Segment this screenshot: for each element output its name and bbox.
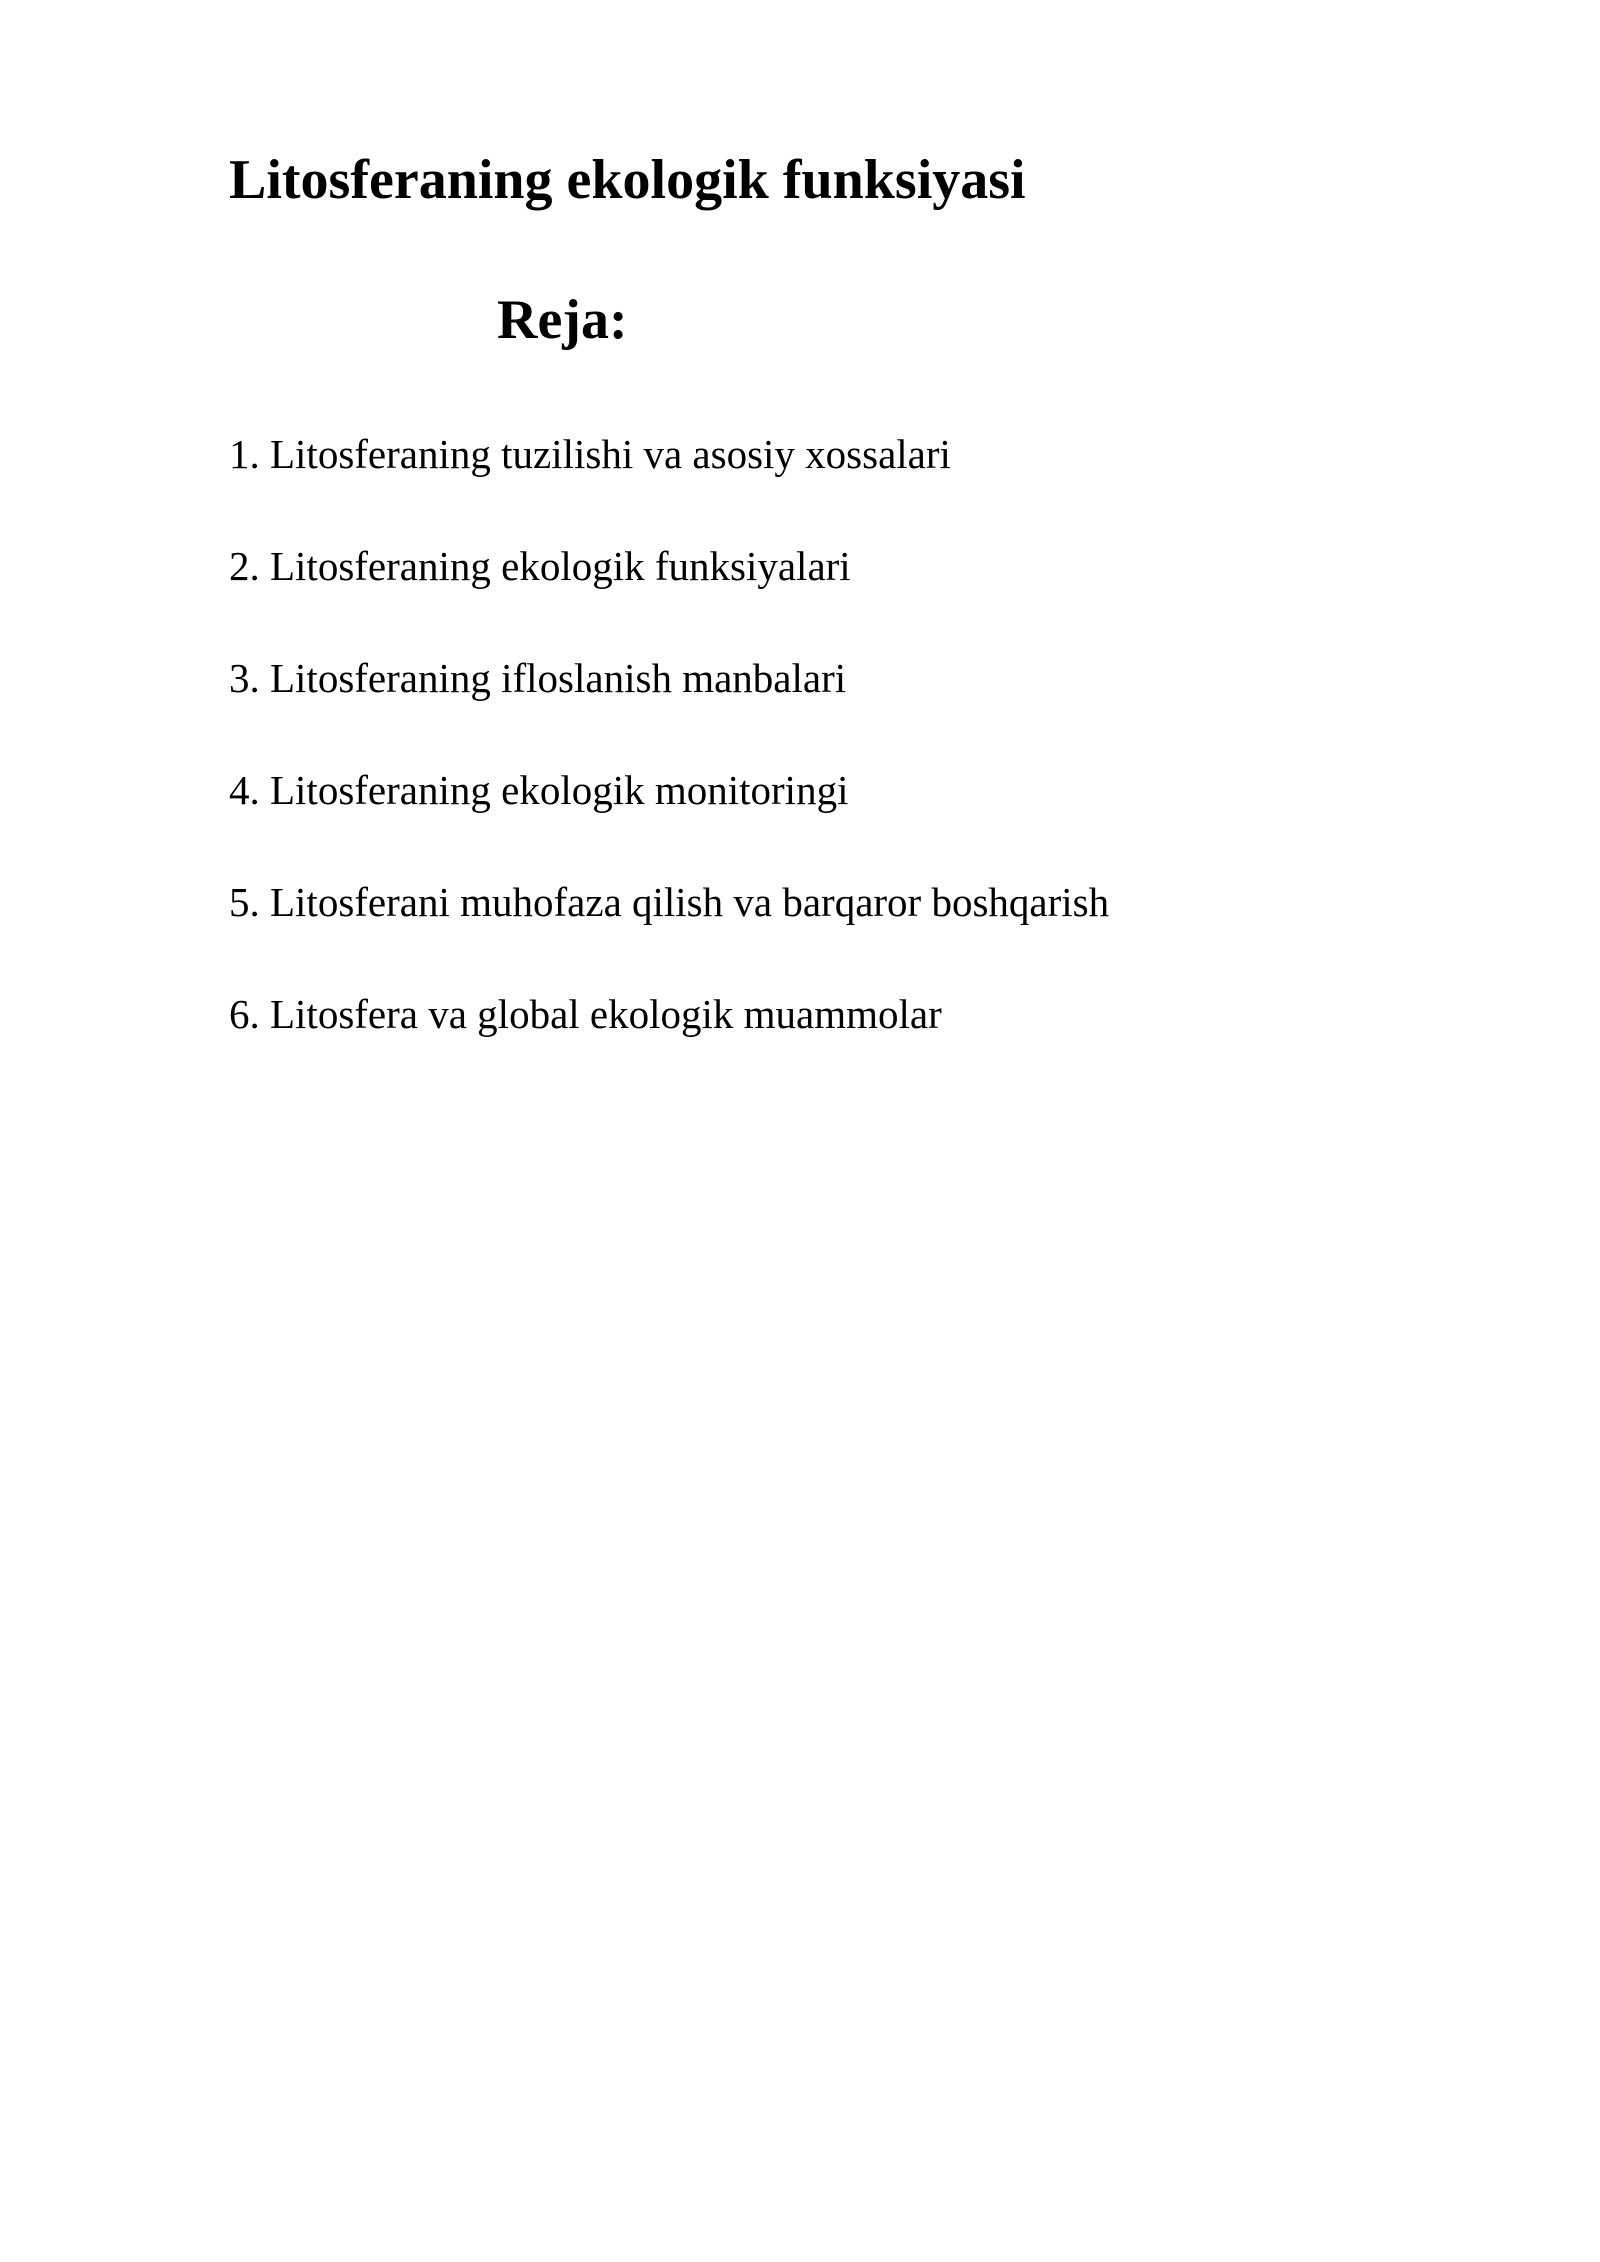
plan-item: 4. Litosferaning ekologik monitoringi <box>229 767 849 813</box>
plan-heading: Reja: <box>497 289 628 351</box>
plan-list <box>229 430 1109 1102</box>
plan-item: 3. Litosferaning ifloslanish manbalari <box>229 655 847 701</box>
plan-item: 6. Litosfera va global ekologik muammolar <box>229 991 942 1037</box>
plan-item: 1. Litosferaning tuzilishi va asosiy xossalari <box>229 431 951 477</box>
plan-item: 5. Litosferani muhofaza qilish va barqaror boshqarish <box>229 879 1110 925</box>
document-title: Litosferaning ekologik funksiyasi <box>229 149 1026 211</box>
plan-item: 2. Litosferaning ekologik funksiyalari <box>229 543 851 589</box>
